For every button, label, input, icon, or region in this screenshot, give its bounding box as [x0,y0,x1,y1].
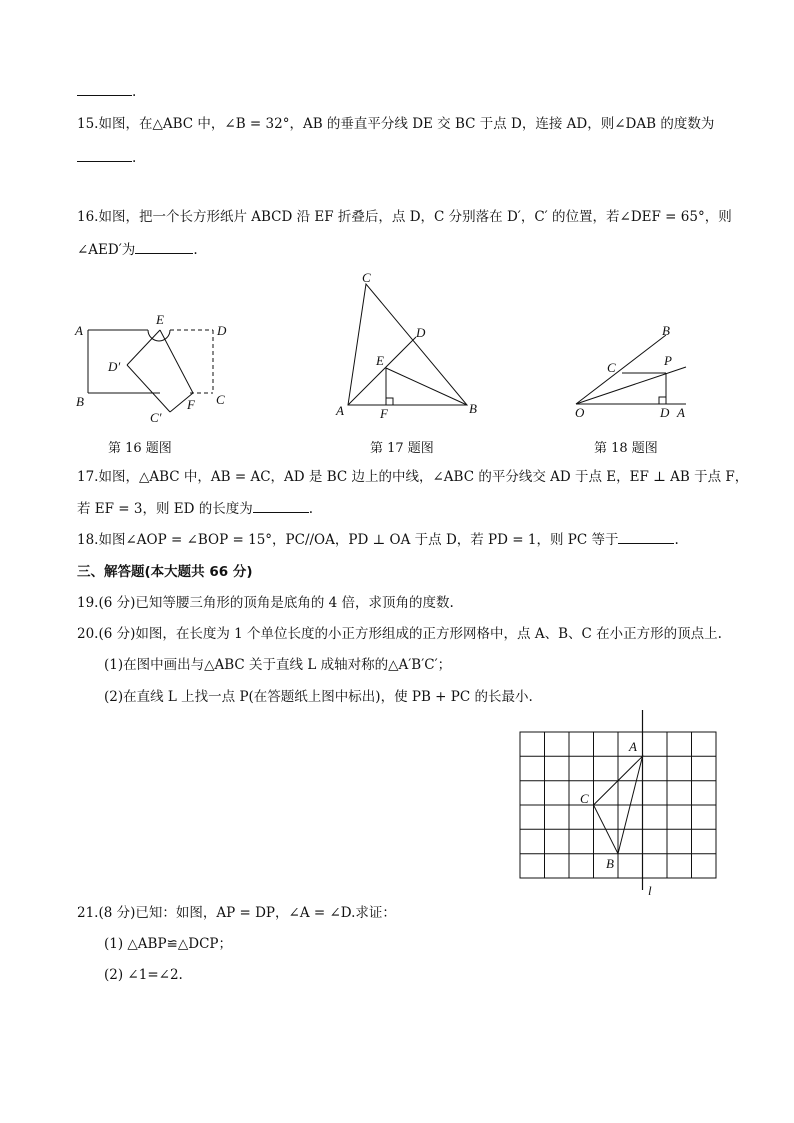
question-16-line2: ∠AED′为 . [77,242,198,258]
fig16-label-Cprime: C′ [150,410,162,425]
question-15: 15.如图，在△ABC 中，∠B = 32°，AB 的垂直平分线 DE 交 BC 于点 D，连接 AD，则∠DAB 的度数为 [77,116,715,132]
question-16-line1: 16.如图，把一个长方形纸片 ABCD 沿 EF 折叠后，点 D，C 分别落在 D′，C′ 的位置，若∠DEF = 65°，则 [77,209,732,225]
fig18-label-P: P [664,353,672,368]
fig20-label-B: B [606,856,614,871]
answer-blank [135,240,193,254]
fig20-label-l: l [648,883,652,895]
fig16-label-A: A [75,323,83,338]
fig20-label-C: C [580,791,589,806]
question-19: 19.(6 分)已知等腰三角形的顶角是底角的 4 倍，求顶角的度数. [77,595,454,611]
answer-blank [618,530,674,544]
question-20-stem: 20.(6 分)如图，在长度为 1 个单位长度的小正方形组成的正方形网格中，点 A、B、C 在小正方形的顶点上. [77,626,722,642]
grid-lines [520,732,716,878]
fig18-caption: 第 18 题图 [594,441,658,456]
figure-20-grid [510,705,730,895]
section-heading: 三、解答题(本大题共 66 分) [77,564,253,580]
question-21-part1: (1) △ABP≌△DCP； [104,936,232,952]
fig20-label-A: A [629,739,637,754]
fig18-label-C: C [607,360,616,375]
figures-row [0,265,794,440]
answer-blank [77,148,132,162]
question-21-part2: (2) ∠1=∠2. [104,967,183,983]
fig18-label-A: A [677,405,685,420]
fig17-label-C: C [362,270,371,285]
fig16-caption: 第 16 题图 [108,441,172,456]
fig16-label-E: E [156,312,164,327]
question-21-stem: 21.(8 分)已知：如图，AP = DP，∠A = ∠D.求证： [77,905,396,921]
question-18: 18.如图∠AOP = ∠BOP = 15°，PC//OA，PD ⊥ OA 于点 D，若 PD = 1，则 PC 等于 . [77,532,679,548]
fig17-label-D: D [416,325,426,340]
fig17-label-B: B [469,401,477,416]
question-17-line1: 17.如图，△ABC 中，AB = AC，AD 是 BC 边上的中线，∠ABC 的平分线交 AD 于点 E，EF ⊥ AB 于点 F， [77,469,749,485]
question-17-line2: 若 EF = 3，则 ED 的长度为 . [77,501,314,517]
fig16-label-F: F [187,397,195,412]
fig18-label-B: B [662,323,670,338]
fig16-label-B: B [76,394,84,409]
fig18-label-O: O [575,405,585,420]
question-20-part1: (1)在图中画出与△ABC 关于直线 L 成轴对称的△A′B′C′； [104,657,452,673]
fig16-label-Dprime: D′ [108,359,121,374]
figure-18 [576,335,686,404]
answer-blank [253,499,309,513]
question-20-part2: (2)在直线 L 上找一点 P(在答题纸上图中标出)，使 PB + PC 的长最小. [104,689,533,705]
fig17-caption: 第 17 题图 [370,441,434,456]
fig16-label-C: C [216,392,225,407]
figure-17 [348,284,467,405]
fig17-label-E: E [376,353,384,368]
q14-answer-line: . [77,82,136,101]
fig17-label-F: F [380,406,388,421]
fig18-label-D: D [660,405,670,420]
q15-answer-line: . [77,148,136,167]
fig16-label-D: D [217,323,227,338]
fig17-label-A: A [336,403,344,418]
answer-blank [77,82,132,96]
